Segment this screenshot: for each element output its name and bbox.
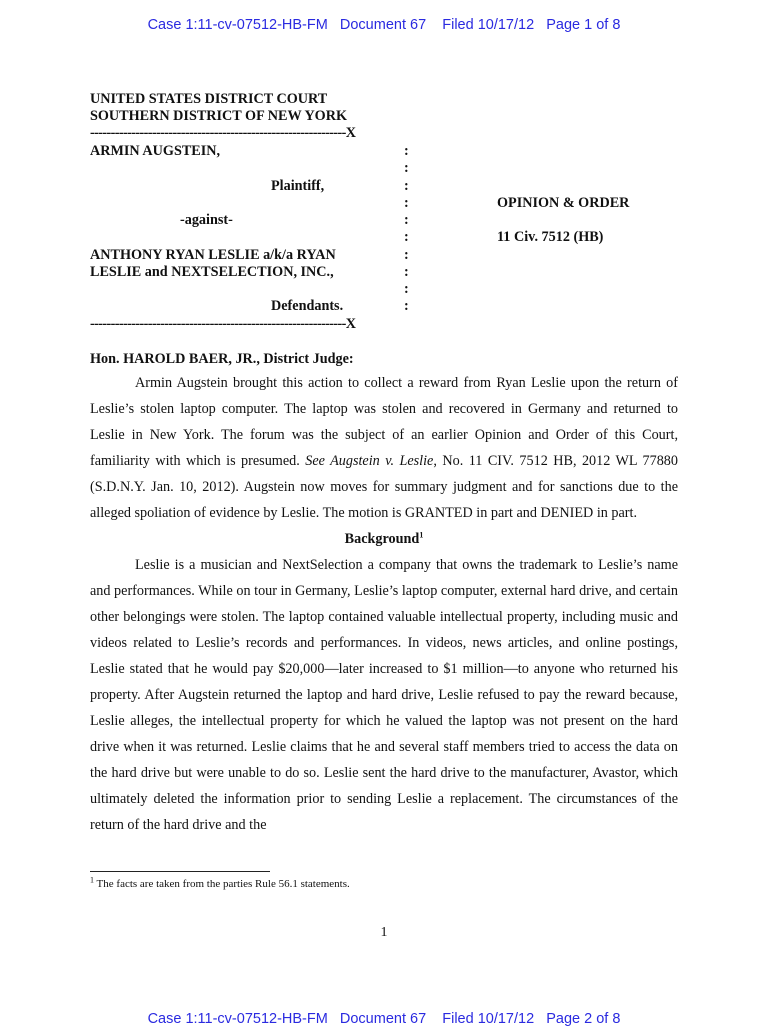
background-paragraph: Leslie is a musician and NextSelection a company that owns the trademark to Leslie’s name and performances. While on tour in Germany, Leslie’s laptop computer, external hard drive, and certain other belongings were stolen. The laptop contained valuable intellectual property, including music and videos related to Leslie’s records and performances. In videos, news articles, and online postings, Leslie stated that he would pay $20,000—later increased to $1 million—to anyone who returned his property. After Augstein returned the laptop and hard drive, Leslie refused to pay the reward because, Leslie alleges, the intellectual property for which he valued the laptop was not present on the hard drive when it was returned. Leslie claims that he and several staff members tried to access the data on the hard drive but were unable to do so. Leslie sent the hard drive to the manufacturer, Avastor, which ultimately deleted the information prior to sending Leslie a replacement. The circumstances of the return of the hard drive and the (90, 557, 678, 833)
heading-text: Background (344, 531, 420, 547)
caption-rule-top: --------------------------------------------------------------X (90, 125, 356, 141)
defendants-label: Defendants. (271, 298, 344, 314)
intro-text-cont: , No. 11 CIV. 7512 HB, 2012 WL 77880 (S.D.N.Y. Jan. 10, 2012). Augstein now moves for summary judgment and for sanctions due to the alleged spoliation of evidence by Leslie. The motion is GRANTED in part and DENIED in part. (90, 453, 678, 521)
footnote (90, 875, 350, 890)
footnote-text: The facts are taken from the parties Rule 56.1 statements. (94, 878, 350, 890)
defendant-name-line1: ANTHONY RYAN LESLIE a/k/a RYAN (90, 247, 336, 263)
docket-number: 11 Civ. 7512 (HB) (497, 229, 604, 245)
plaintiff-label: Plaintiff, (271, 178, 325, 194)
document-type: OPINION & ORDER (497, 195, 630, 211)
caption-colon: : (404, 212, 409, 228)
caption-colon: : (404, 264, 409, 280)
plaintiff-name: ARMIN AUGSTEIN, (90, 143, 221, 159)
intro-paragraph (90, 370, 678, 526)
caption-colon: : (404, 281, 409, 297)
page-header: Case 1:11-cv-07512-HB-FM Document 67 Filed 10/17/12 Page 1 of 8 (147, 17, 621, 33)
caption-rule-bottom: --------------------------------------------------------------X (90, 316, 356, 332)
intro-text: Armin Augstein brought this action to collect a reward from Ryan Leslie upon the return of Leslie’s stolen laptop computer. The laptop was stolen and recovered in Germany and returned to Leslie in New York. The forum was the subject of an earlier Opinion and Order of this Court, familiarity with which is presumed. (90, 375, 678, 469)
next-page-header: Case 1:11-cv-07512-HB-FM Document 67 Filed 10/17/12 Page 2 of 8 (147, 1011, 621, 1027)
case-citation: See Augstein v. Leslie (305, 453, 434, 469)
defendant-name-line2: LESLIE and NEXTSELECTION, INC., (90, 264, 334, 280)
caption-colon: : (404, 229, 409, 245)
caption-colon: : (404, 143, 409, 159)
against-label: -against- (180, 212, 233, 228)
caption-colon: : (404, 195, 409, 211)
footnote-divider (90, 871, 270, 872)
opinion-body (90, 351, 678, 838)
court-name-line1: UNITED STATES DISTRICT COURT (90, 91, 328, 107)
caption-colon: : (404, 247, 409, 263)
caption-colon: : (404, 160, 409, 176)
court-name-line2: SOUTHERN DISTRICT OF NEW YORK (90, 108, 348, 124)
footnote-number: 1 (90, 875, 94, 885)
page-number: 1 (380, 925, 388, 940)
caption-colon: : (404, 298, 409, 314)
judge-line: Hon. HAROLD BAER, JR., District Judge: (90, 351, 354, 367)
caption-colon: : (404, 178, 409, 194)
footnote-marker: 1 (419, 530, 424, 540)
background-heading (90, 526, 678, 552)
